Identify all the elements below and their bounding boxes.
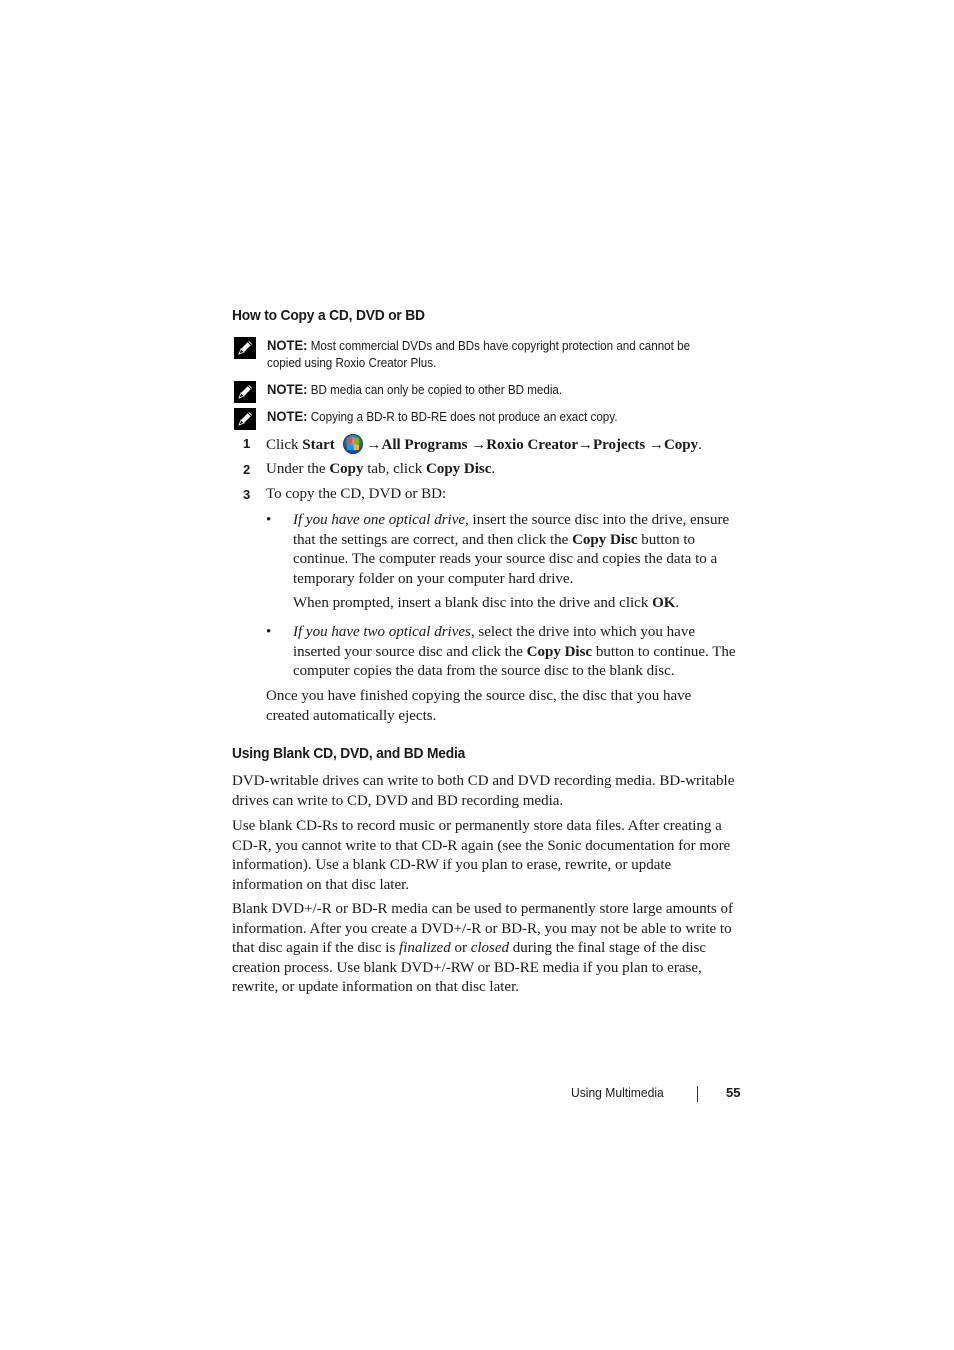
menu-path-roxio-creator: Roxio Creator (486, 437, 578, 453)
step-text: Click (266, 437, 303, 453)
note-pencil-icon (234, 337, 256, 359)
bullet-text: , insert the source disc into the drive, ensure that the settings are correct, and then click the (293, 512, 730, 548)
ok-label: OK (652, 595, 676, 611)
arrow-icon: → (648, 437, 664, 453)
bullet-dot: • (266, 512, 272, 528)
note-text: Copying a BD-R to BD-RE does not produce an exact copy. (307, 410, 618, 424)
menu-path-copy: Copy (663, 437, 699, 453)
term-finalized: finalized (399, 940, 451, 956)
punctuation: . (698, 437, 702, 453)
note-pencil-icon (234, 408, 256, 430)
section-heading-copy-disc: How to Copy a CD, DVD or BD (232, 307, 425, 324)
bullet-lead: If you have two optical drives (293, 624, 471, 640)
footer-divider (697, 1086, 698, 1102)
paragraph-text: during the final stage of the disc creation process. Use blank DVD+/-RW or BD-RE media if you plan to erase, rewrite, or update information on that disc later. (232, 940, 707, 995)
bullet-text: , select the drive into which you have inserted your source disc and click the (293, 624, 695, 660)
copy-disc-label: Copy Disc (572, 531, 638, 548)
term-closed: closed (470, 940, 510, 956)
note-label: NOTE: (267, 408, 308, 424)
copy-disc-label: Copy Disc (425, 461, 492, 477)
copy-tab-label: Copy (329, 461, 364, 477)
closing-paragraph: Once you have finished copying the source disc, the disc that you have created automatically ejects. (266, 688, 692, 724)
bullet-follow-text (293, 594, 743, 614)
step-number: 1 (243, 436, 251, 451)
punctuation: . (491, 461, 496, 477)
punctuation: . (675, 595, 680, 611)
bullet-text: button to continue. The computer copies the data from the source disc to the blank disc. (293, 643, 736, 679)
note-label: NOTE: (267, 381, 308, 397)
step-number: 2 (243, 462, 251, 477)
paragraph-dvd-bd (232, 900, 742, 998)
paragraph-writable-drives: DVD-writable drives can write to both CD and DVD recording media. BD-writable drives can write to CD, DVD and BD recording media. (232, 773, 735, 809)
copy-disc-label: Copy Disc (526, 643, 593, 660)
paragraph-text: or (450, 940, 471, 956)
menu-path-all-programs: All Programs (381, 437, 468, 453)
section-heading-blank-media: Using Blank CD, DVD, and BD Media (232, 745, 466, 762)
note-text: Most commercial DVDs and BDs have copyright protection and cannot be copied using Roxio Creator Plus. (267, 339, 691, 370)
bullet-text: button to continue. The computer reads your source disc and copies the data to a temporary folder on your computer hard drive. (293, 531, 718, 587)
step-text: Under the (266, 461, 330, 477)
start-label: Start (302, 437, 335, 453)
arrow-icon: → (366, 437, 382, 453)
windows-start-icon (343, 434, 363, 454)
footer-section-title: Using Multimedia (571, 1085, 664, 1100)
arrow-icon: → (578, 437, 593, 453)
step-number: 3 (243, 487, 251, 502)
paragraph-cd-r: Use blank CD-Rs to record music or permanently store data files. After creating a CD-R, you cannot write to that CD-R again (see the Sonic documentation for more information). Use a blank CD-RW if you plan to erase, rewrite, or update information on that disc later. (232, 818, 731, 893)
paragraph-text: Blank DVD+/-R or BD-R media can be used to permanently store large amounts of information. After you create a DVD+/-R or BD-R, you may not be able to write to that disc again if the disc is (232, 901, 733, 956)
note-text: BD media can only be copied to other BD media. (307, 383, 563, 397)
bullet-dot: • (266, 624, 272, 640)
menu-path-projects: Projects (593, 437, 646, 453)
step-text: To copy the CD, DVD or BD: (266, 486, 447, 502)
step-text: tab, click (363, 461, 426, 477)
page-number: 55 (726, 1085, 741, 1100)
note-label: NOTE: (267, 337, 308, 353)
note-pencil-icon (234, 381, 256, 403)
follow-text: When prompted, insert a blank disc into the drive and click (293, 595, 653, 611)
bullet-lead: If you have one optical drive (293, 512, 466, 528)
arrow-icon: → (471, 437, 487, 453)
